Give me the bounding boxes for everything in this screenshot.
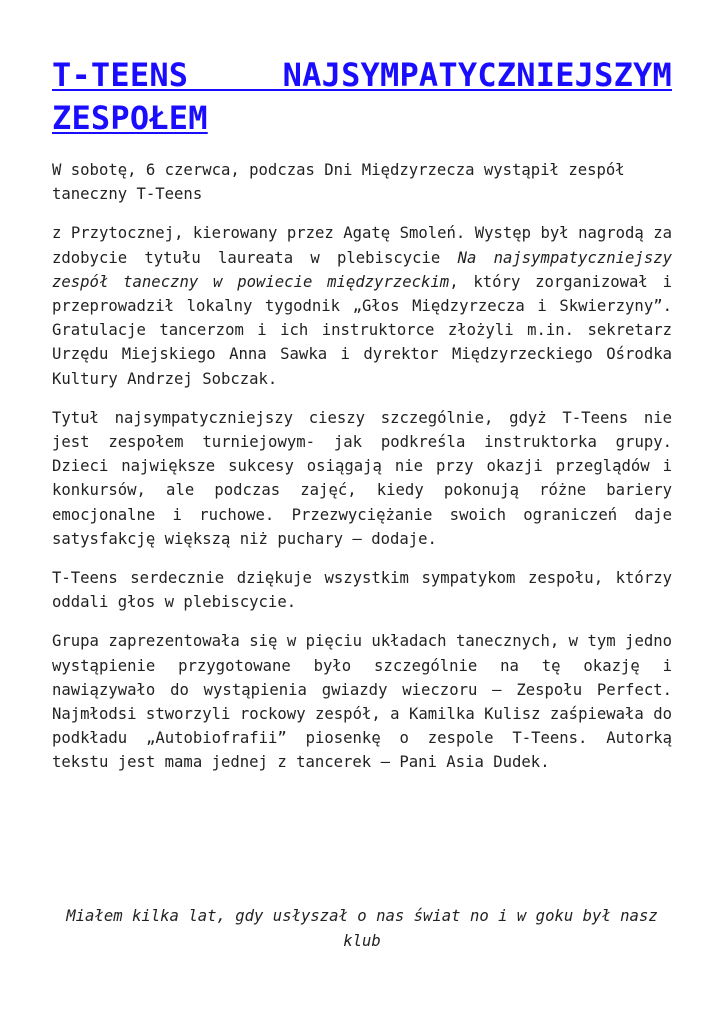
article-title (52, 54, 672, 140)
paragraph-2-text-b: , który zorganizował i przeprowadził lokalny tygodnik „Głos Międzyrzecza i Skwierzyny”. Gratulacje tancerzom i ich instruktorce złożyli m.in. sekretarz Urzędu Miejskiego Anna Sawka i dyrektor Międzyrzeckiego Ośrodka Kultury Andrzej Sobczak. (52, 272, 672, 388)
article-paragraph-3: Tytuł najsympatyczniejszy cieszy szczególnie, gdyż T-Teens nie jest zespołem turniejowym- jak podkreśla instruktorka grupy. Dzieci największe sukcesy osiągają nie przy okazji przeglądów i konkursów, ale podczas zajęć, kiedy pokonują różne bariery emocjonalne i ruchowe. Przezwyciężanie swoich ograniczeń daje satysfakcję większą niż puchary – dodaje. (52, 408, 672, 548)
article-paragraph-4: T-Teens serdecznie dziękuje wszystkim sympatykom zespołu, którzy oddali głos w plebiscycie. (52, 569, 672, 612)
footer-quote: Miałem kilka lat, gdy usłyszał o nas świat no i w goku był nasz klub (66, 907, 658, 950)
article-paragraph-1: W sobotę, 6 czerwca, podczas Dni Międzyrzecza wystąpił zespół taneczny T-Teens (52, 161, 625, 204)
article-title-link[interactable]: T-TEENS NAJSYMPATYCZNIEJSZYM ZESPOŁEM (52, 56, 672, 137)
article (52, 54, 672, 790)
plebiscite-name: Na najsympatyczniejszy zespół taneczny w powiecie międzyrzeckim (52, 248, 672, 291)
article-paragraph-2 (52, 221, 672, 390)
article-paragraph-5: Grupa zaprezentowała się w pięciu układach tanecznych, w tym jedno wystąpienie przygotowane było szczególnie na tę okazję i nawiązywało do wystąpienia gwiazdy wieczoru – Zespołu Perfect. Najmłodsi stworzyli rockowy zespół, a Kamilka Kulisz zaśpiewała do podkładu „Autobiofrafii” piosenkę o zespole T-Teens. Autorką tekstu jest mama jednej z tancerek – Pani Asia Dudek. (52, 632, 672, 772)
paragraph-2-text-a: z Przytocznej, kierowany przez Agatę Smoleń. Występ był nagrodą za zdobycie tytułu laureata w plebiscycie (52, 224, 672, 267)
